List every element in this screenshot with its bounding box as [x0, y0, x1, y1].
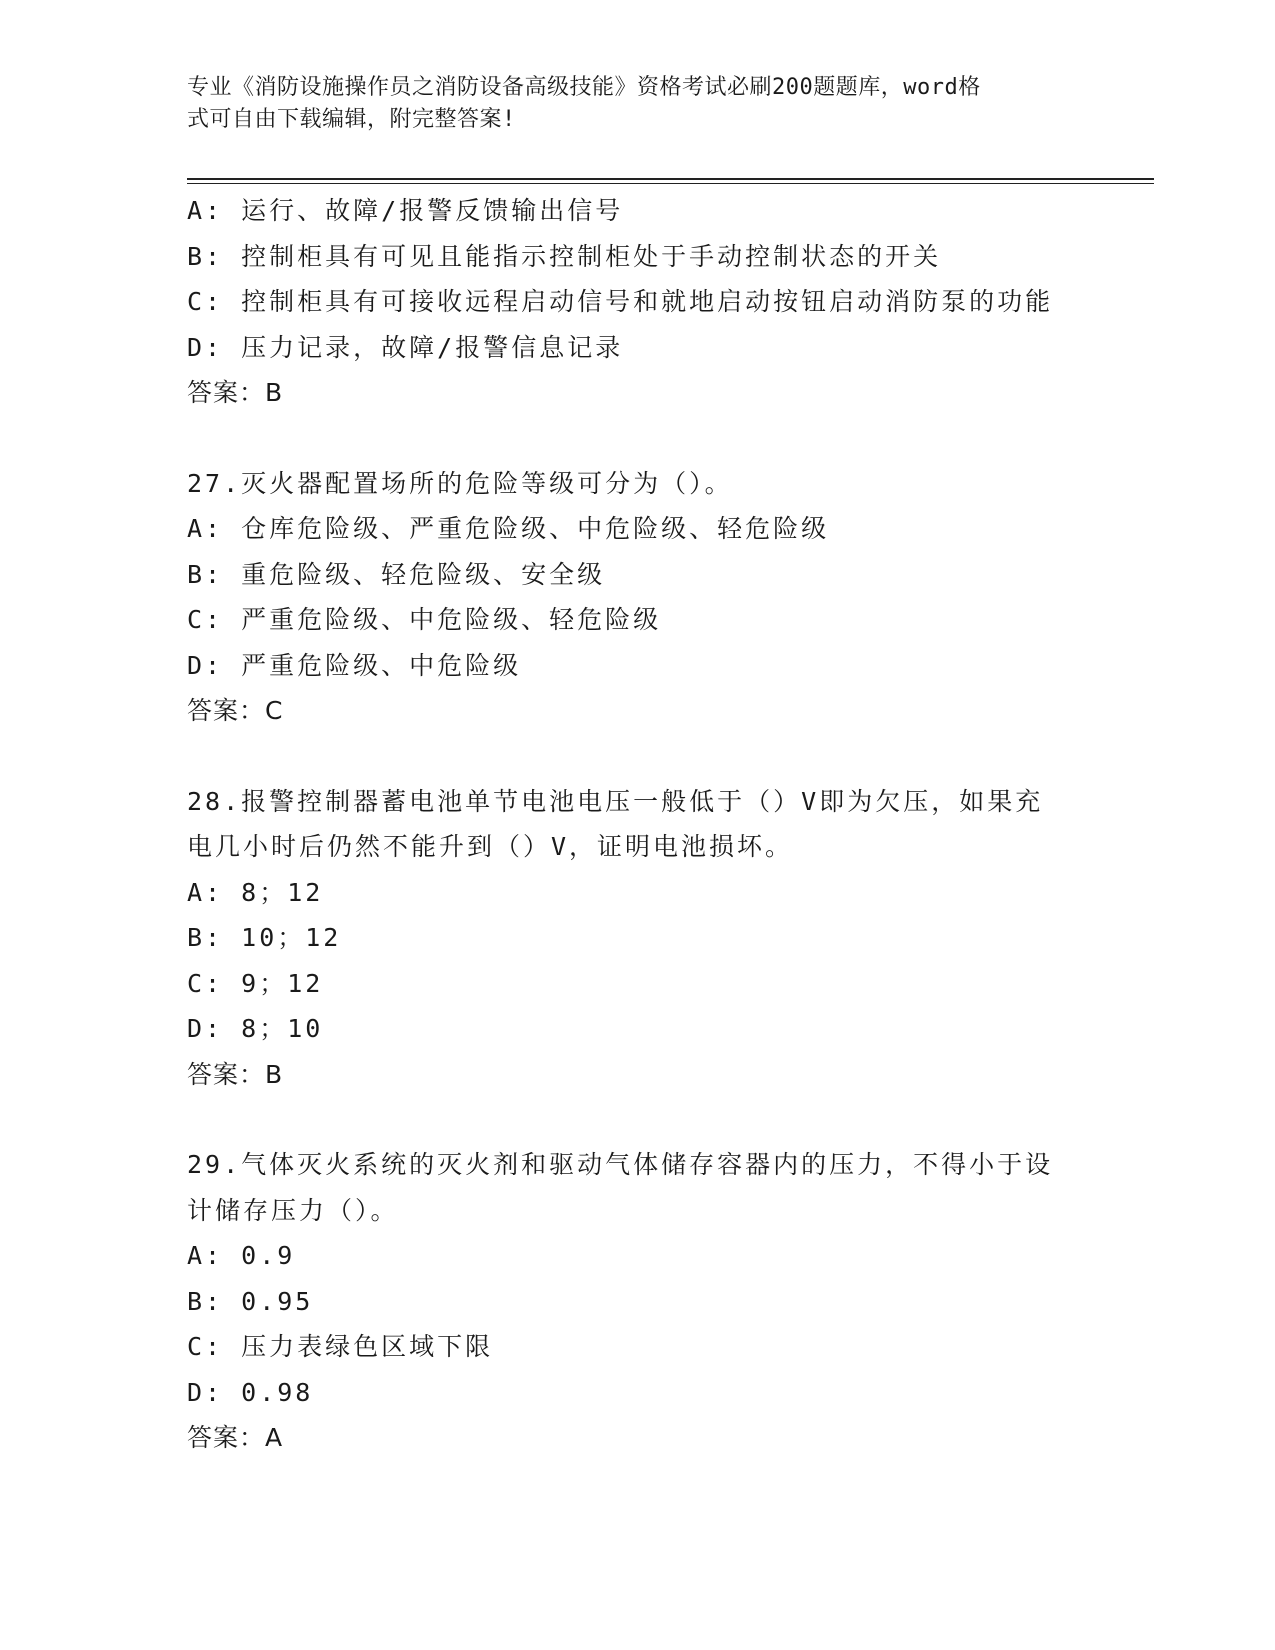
document-header: [187, 72, 1087, 136]
answer: 答案：B: [187, 378, 284, 407]
option-c: C: 9；12: [187, 968, 324, 998]
question-stem-line-2: 电几小时后仍然不能升到（）V，证明电池损坏。: [187, 832, 794, 861]
question-27: [187, 461, 1077, 734]
question-29: [187, 1142, 1077, 1461]
option-b: B: 控制柜具有可见且能指示控制柜处于手动控制状态的开关: [187, 241, 942, 271]
option-d: D: 压力记录，故障/报警信息记录: [187, 332, 624, 362]
option-d: D: 严重危险级、中危险级: [187, 650, 522, 680]
question-stem-line-1: 28.报警控制器蓄电池单节电池电压一般低于（）V即为欠压，如果充: [187, 786, 1044, 816]
option-b: B: 0.95: [187, 1286, 314, 1316]
option-b: B: 10；12: [187, 923, 342, 952]
spacer: [187, 416, 1077, 461]
option-c: C: 控制柜具有可接收远程启动信号和就地启动按钮启动消防泵的功能: [187, 287, 1054, 316]
option-d: D: 8；10: [187, 1014, 324, 1043]
option-a: A: 0.9: [187, 1241, 296, 1270]
spacer: [187, 1097, 1077, 1142]
option-c: C: 压力表绿色区域下限: [187, 1332, 494, 1361]
question-list: [187, 188, 1077, 1461]
spacer: [187, 734, 1077, 779]
option-c: C: 严重危险级、中危险级、轻危险级: [187, 605, 662, 634]
question-stem: 27.灭火器配置场所的危险等级可分为（）。: [187, 468, 733, 498]
question-stem-line-1: 29.气体灭火系统的灭火剂和驱动气体储存容器内的压力，不得小于设: [187, 1150, 1054, 1179]
option-a: A: 8；12: [187, 877, 324, 907]
question-26: [187, 188, 1077, 416]
option-b: B: 重危险级、轻危险级、安全级: [187, 559, 606, 589]
option-a: A: 仓库危险级、严重危险级、中危险级、轻危险级: [187, 514, 830, 543]
question-stem-line-2: 计储存压力（）。: [187, 1195, 399, 1225]
header-line-2: 式可自由下载编辑，附完整答案!: [187, 107, 516, 132]
answer: 答案：B: [187, 1059, 284, 1089]
question-28: [187, 779, 1077, 1098]
answer: 答案：A: [187, 1423, 284, 1452]
option-d: D: 0.98: [187, 1377, 314, 1407]
option-a: A: 运行、故障/报警反馈输出信号: [187, 196, 624, 225]
header-line-1: 专业《消防设施操作员之消防设备高级技能》资格考试必刷200题题库，word格: [187, 75, 981, 100]
answer: 答案：C: [187, 696, 284, 725]
header-divider-thin: [187, 183, 1154, 184]
header-divider-thick: [187, 178, 1154, 180]
